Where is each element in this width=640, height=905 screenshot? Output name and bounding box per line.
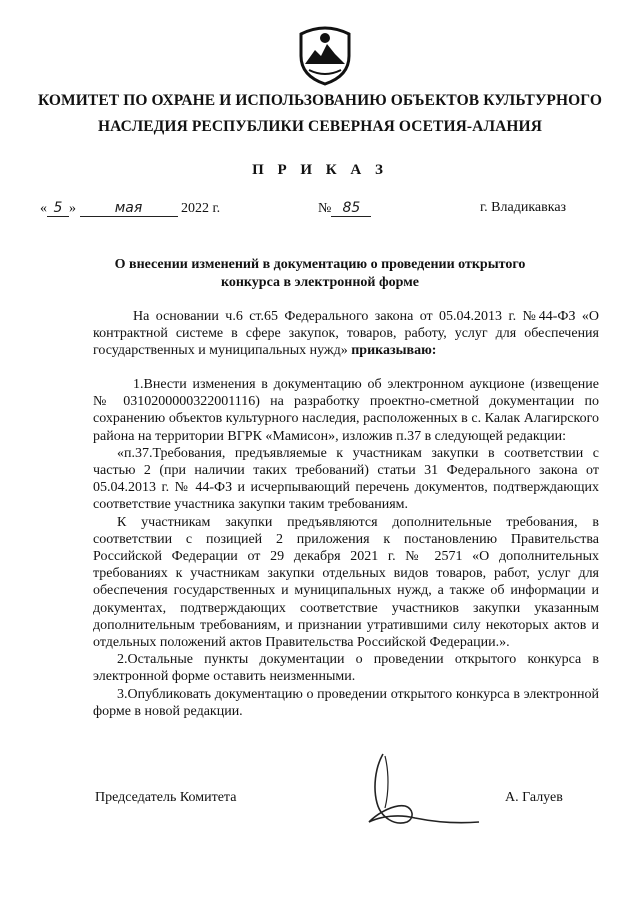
coat-of-arms-icon bbox=[293, 20, 357, 86]
item-1: 1.Внести изменения в документацию об электронном аукционе (извещение № 0310200000322001116) на разработку проектно-сметной документации по сохранению объектов культурного наследия, расположенных в с. Калак Алагирского района на территории ВГРК «Мамисон», изложив п.37 в следующей редакции: bbox=[93, 377, 599, 444]
signatory-position: Председатель Комитета bbox=[95, 790, 237, 805]
number-value: 85 bbox=[331, 200, 371, 217]
intro-text: На основании ч.6 ст.65 Федерального закона от 05.04.2013 г. №44-ФЗ «О контрактной системе в сфере закупок, товаров, работу, услуг для обеспечения государственных и муниципальных нужд» bbox=[93, 309, 599, 359]
order-body bbox=[93, 376, 599, 720]
intro-directive: приказываю: bbox=[351, 343, 437, 359]
item-3: 3.Опубликовать документацию о проведении открытого конкурса в электронной форме в новой редакции. bbox=[93, 686, 599, 719]
order-date bbox=[40, 200, 220, 217]
date-close-quote: » bbox=[69, 201, 76, 216]
subject-line1: О внесении изменений в документацию о проведении открытого bbox=[114, 257, 526, 272]
date-open-quote: « bbox=[40, 201, 47, 216]
order-city: г. Владикавказ bbox=[480, 200, 567, 215]
org-name-line2: НАСЛЕДИЯ РЕСПУБЛИКИ СЕВЕРНАЯ ОСЕТИЯ-АЛАНИЯ bbox=[98, 118, 542, 135]
item-1-quote: «п.37.Требования, предъявляемые к участникам закупки в соответствии с частью 2 (при наличии таких требований) статьи 31 Федерального закона от 05.04.2013 г. № 44-ФЗ и исчерпывающий перечень документов, подтверждающих соответствие участника закупки таким требованиям. bbox=[93, 445, 599, 513]
signatory-name: А. Галуев bbox=[505, 790, 563, 805]
order-intro bbox=[93, 308, 599, 360]
order-title: П Р И К А З bbox=[252, 162, 388, 178]
date-month: мая bbox=[80, 200, 178, 217]
order-subject bbox=[100, 256, 540, 292]
order-number bbox=[318, 200, 371, 217]
subject-line2: конкурса в электронной форме bbox=[220, 275, 420, 290]
date-day: 5 bbox=[47, 200, 69, 217]
item-2: 2.Остальные пункты документации о проведении открытого конкурса в электронной форме оставить неизменными. bbox=[93, 652, 599, 685]
handwritten-signature bbox=[355, 748, 485, 838]
item-1-quote-2: К участникам закупки предъявляются дополнительные требования, в соответствии с позицией 2 приложения к постановлению Правительства Российской Федерации от 29 декабря 2021 г. № 2571 «О дополнительных требованиях к участникам закупки отдельных видов товаров, работ, услуг для обеспечения государственных и муниципальных нужд, а также об информации и документах, подтверждающих соответствие участников закупки указанным дополнительным требованиям, и признании утратившими силу некоторых актов и отдельных положений актов Правительства Российской Федерации.». bbox=[93, 514, 599, 651]
date-year: 2022 г. bbox=[181, 201, 221, 216]
org-name-line1: КОМИТЕТ ПО ОХРАНЕ И ИСПОЛЬЗОВАНИЮ ОБЪЕКТОВ КУЛЬТУРНОГО bbox=[37, 92, 603, 109]
number-label: № bbox=[318, 201, 332, 216]
